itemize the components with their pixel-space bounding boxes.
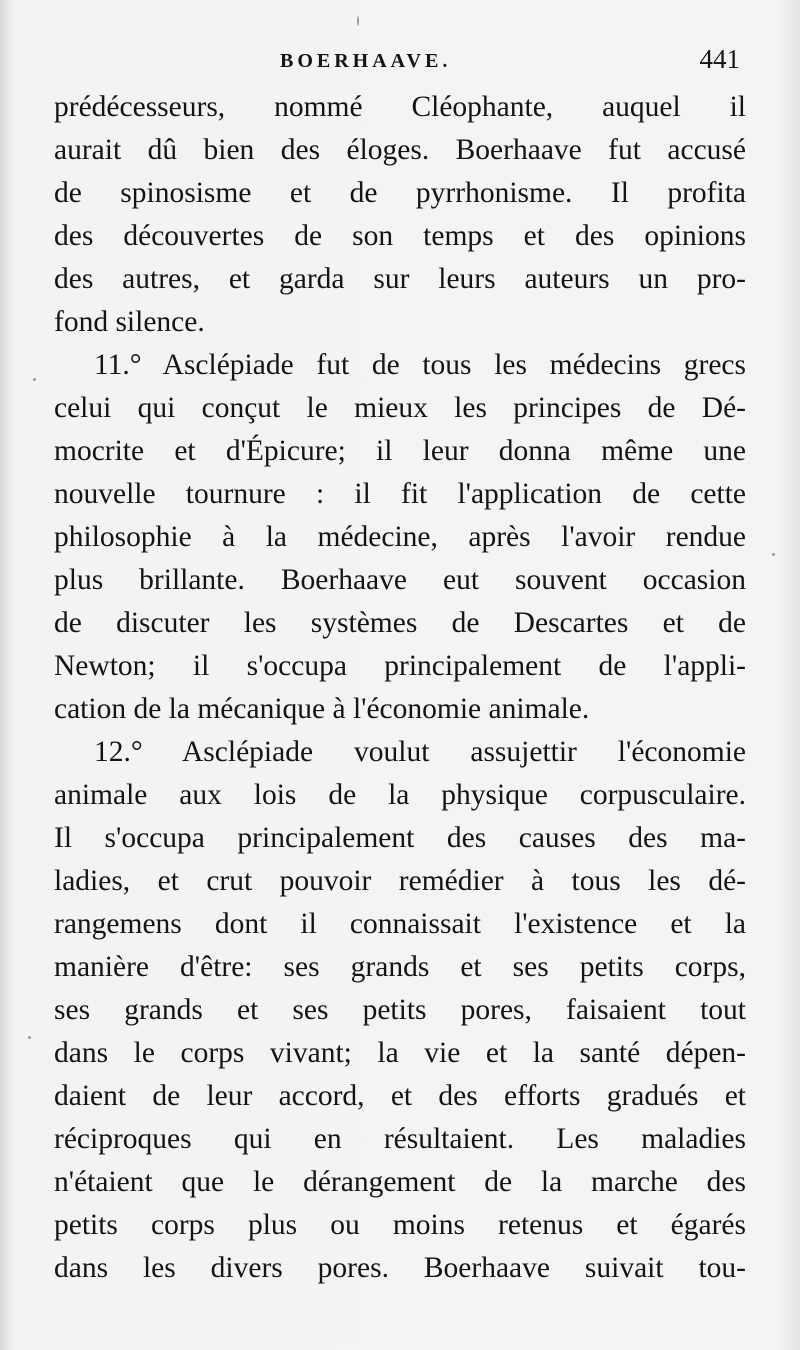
text-line: réciproques qui en résultaient. Les maladies: [54, 1123, 746, 1155]
text-line: n'étaient que le dérangement de la marche des: [54, 1166, 746, 1198]
text-line: aurait dû bien des éloges. Boerhaave fut accusé: [54, 134, 746, 166]
running-head: BOERHAAVE.: [280, 50, 452, 72]
paragraph-start-line: 11.° Asclépiade fut de tous les médecins grecs: [94, 349, 746, 381]
text-line: fond silence.: [54, 306, 205, 338]
page-header: [50, 44, 740, 84]
text-line: daient de leur accord, et des efforts gradués et: [54, 1080, 746, 1112]
text-line: Il s'occupa principalement des causes des ma-: [54, 822, 746, 854]
text-line: animale aux lois de la physique corpusculaire.: [54, 779, 746, 811]
text-line: dans les divers pores. Boerhaave suivait tou-: [54, 1252, 746, 1284]
text-line: dans le corps vivant; la vie et la santé dépen-: [54, 1037, 746, 1069]
text-line: philosophie à la médecine, après l'avoir rendue: [54, 521, 746, 553]
text-line: ses grands et ses petits pores, faisaient tout: [54, 994, 746, 1026]
text-line: plus brillante. Boerhaave eut souvent occasion: [54, 564, 746, 596]
text-line: des découvertes de son temps et des opinions: [54, 220, 746, 252]
ink-speck: [357, 16, 359, 26]
text-line: rangemens dont il connaissait l'existence et la: [54, 908, 746, 940]
body-text: [54, 86, 746, 1290]
ink-speck: [33, 378, 36, 381]
text-line: de spinosisme et de pyrrhonisme. Il profita: [54, 177, 746, 209]
text-line: des autres, et garda sur leurs auteurs un pro-: [54, 263, 746, 295]
text-line: Newton; il s'occupa principalement de l'appli-: [54, 650, 746, 682]
text-line: celui qui conçut le mieux les principes de Dé-: [54, 392, 746, 424]
ink-speck: [772, 553, 775, 556]
text-line: prédécesseurs, nommé Cléophante, auquel il: [54, 91, 746, 123]
text-line: cation de la mécanique à l'économie animale.: [54, 693, 590, 725]
page-number: 441: [699, 44, 740, 74]
text-line: manière d'être: ses grands et ses petits corps,: [54, 951, 746, 983]
text-line: mocrite et d'Épicure; il leur donna même une: [54, 435, 746, 467]
text-line: de discuter les systèmes de Descartes et de: [54, 607, 746, 639]
ink-speck: [28, 1036, 31, 1039]
text-line: ladies, et crut pouvoir remédier à tous les dé-: [54, 865, 746, 897]
paragraph-start-line: 12.° Asclépiade voulut assujettir l'économie: [94, 736, 746, 768]
text-line: petits corps plus ou moins retenus et égarés: [54, 1209, 746, 1241]
text-line: nouvelle tournure : il fit l'application de cette: [54, 478, 746, 510]
